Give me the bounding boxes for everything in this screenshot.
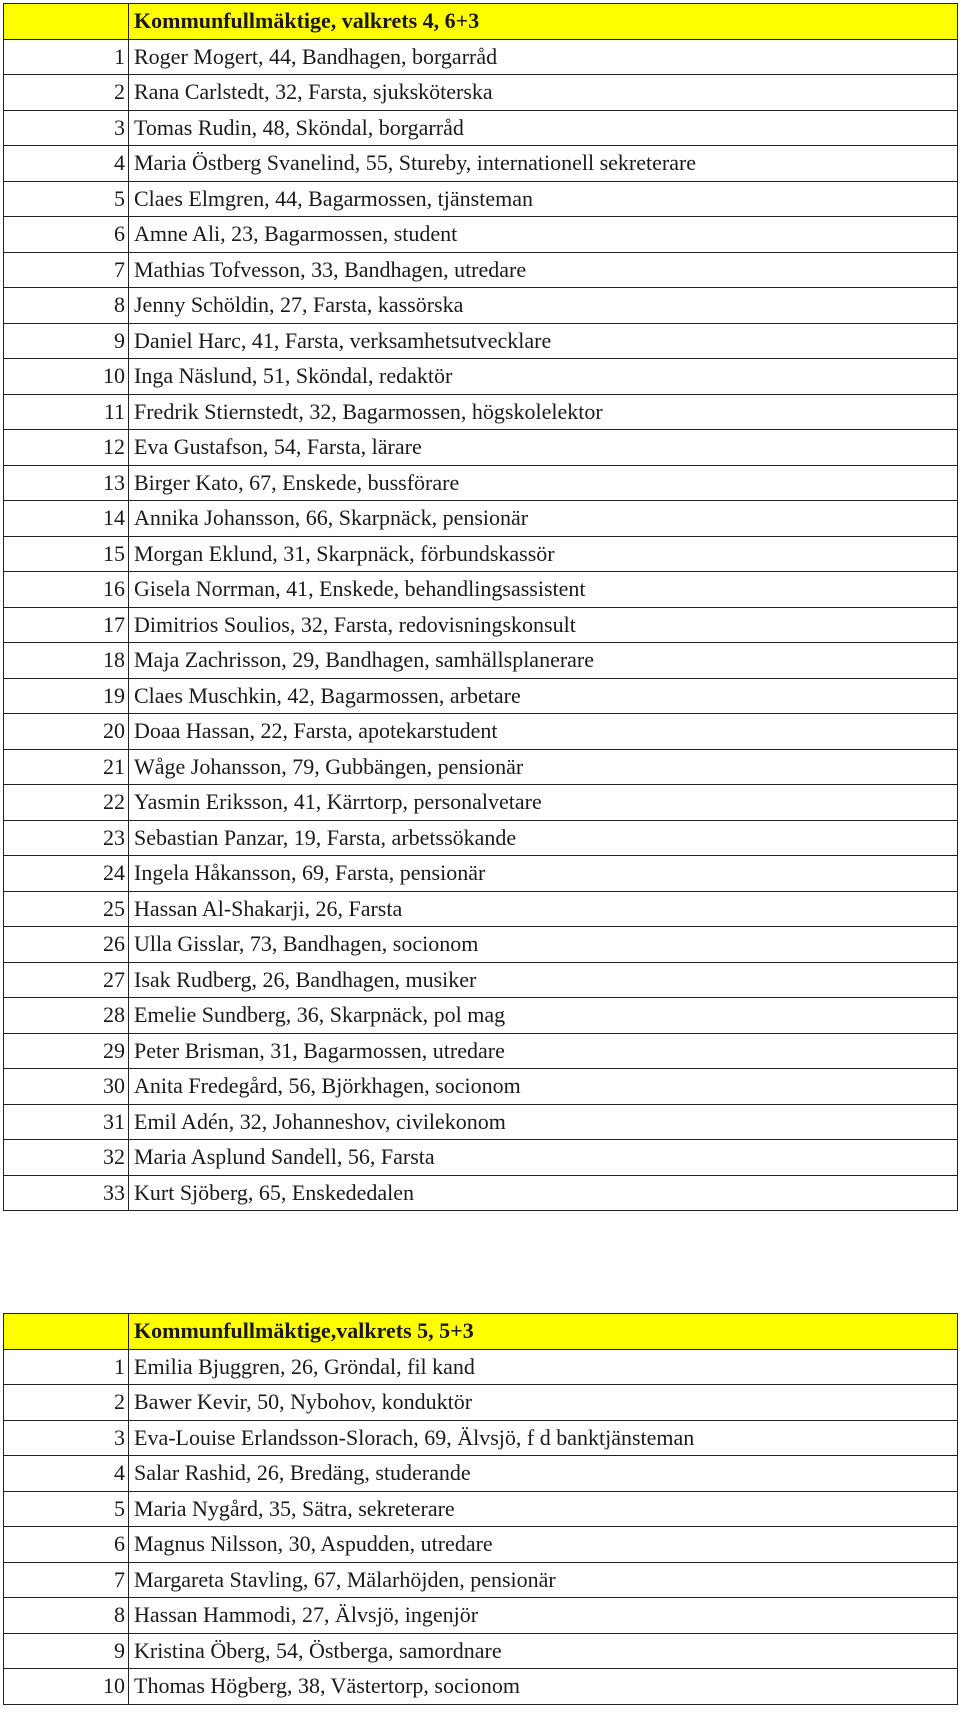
candidate-entry: Sebastian Panzar, 19, Farsta, arbetssökande (129, 820, 958, 856)
table-row (4, 146, 958, 182)
table-row (4, 714, 958, 750)
candidate-number: 3 (4, 1420, 129, 1456)
candidate-number: 4 (4, 146, 129, 182)
candidate-entry: Peter Brisman, 31, Bagarmossen, utredare (129, 1033, 958, 1069)
table-row (4, 678, 958, 714)
table-row (4, 1175, 958, 1211)
candidate-number: 8 (4, 288, 129, 324)
candidate-entry: Magnus Nilsson, 30, Aspudden, utredare (129, 1527, 958, 1563)
candidate-number: 19 (4, 678, 129, 714)
table-row (4, 536, 958, 572)
candidate-entry: Maria Nygård, 35, Sätra, sekreterare (129, 1491, 958, 1527)
candidate-number: 1 (4, 1349, 129, 1385)
candidate-entry: Anita Fredegård, 56, Björkhagen, socionom (129, 1069, 958, 1105)
section-header-row (4, 1314, 958, 1350)
candidate-entry: Ingela Håkansson, 69, Farsta, pensionär (129, 856, 958, 892)
table-row (4, 1104, 958, 1140)
candidate-entry: Emilia Bjuggren, 26, Gröndal, fil kand (129, 1349, 958, 1385)
candidate-entry: Thomas Högberg, 38, Västertorp, socionom (129, 1669, 958, 1705)
candidate-entry: Kristina Öberg, 54, Östberga, samordnare (129, 1633, 958, 1669)
candidate-entry: Maja Zachrisson, 29, Bandhagen, samhällsplanerare (129, 643, 958, 679)
candidate-entry: Claes Muschkin, 42, Bagarmossen, arbetare (129, 678, 958, 714)
section-header-row (4, 4, 958, 40)
candidate-number: 15 (4, 536, 129, 572)
candidate-entry: Salar Rashid, 26, Bredäng, studerande (129, 1456, 958, 1492)
candidate-number: 7 (4, 1562, 129, 1598)
table-row (4, 323, 958, 359)
candidate-entry: Mathias Tofvesson, 33, Bandhagen, utredare (129, 252, 958, 288)
candidate-list-valkrets-4 (3, 3, 958, 1211)
candidate-entry: Maria Asplund Sandell, 56, Farsta (129, 1140, 958, 1176)
candidate-entry: Amne Ali, 23, Bagarmossen, student (129, 217, 958, 253)
candidate-entry: Hassan Al-Shakarji, 26, Farsta (129, 891, 958, 927)
candidate-entry: Rana Carlstedt, 32, Farsta, sjuksköterska (129, 75, 958, 111)
candidate-entry: Morgan Eklund, 31, Skarpnäck, förbundskassör (129, 536, 958, 572)
header-empty-cell (4, 1314, 129, 1350)
candidate-number: 29 (4, 1033, 129, 1069)
table-row (4, 1033, 958, 1069)
candidate-number: 11 (4, 394, 129, 430)
candidate-number: 5 (4, 1491, 129, 1527)
candidate-number: 26 (4, 927, 129, 963)
table-row (4, 465, 958, 501)
candidate-number: 25 (4, 891, 129, 927)
candidate-number: 6 (4, 1527, 129, 1563)
table-row (4, 110, 958, 146)
candidate-entry: Fredrik Stiernstedt, 32, Bagarmossen, högskolelektor (129, 394, 958, 430)
candidate-number: 3 (4, 110, 129, 146)
table-row (4, 359, 958, 395)
candidate-number: 27 (4, 962, 129, 998)
candidate-entry: Doaa Hassan, 22, Farsta, apotekarstudent (129, 714, 958, 750)
candidate-number: 8 (4, 1598, 129, 1634)
candidate-number: 9 (4, 323, 129, 359)
candidate-entry: Annika Johansson, 66, Skarpnäck, pensionär (129, 501, 958, 537)
table-row (4, 288, 958, 324)
candidate-number: 23 (4, 820, 129, 856)
candidate-number: 32 (4, 1140, 129, 1176)
table-row (4, 891, 958, 927)
candidate-entry: Eva-Louise Erlandsson-Slorach, 69, Älvsjö, f d banktjänsteman (129, 1420, 958, 1456)
table-row (4, 962, 958, 998)
candidate-number: 20 (4, 714, 129, 750)
table-row (4, 607, 958, 643)
candidate-entry: Emil Adén, 32, Johanneshov, civilekonom (129, 1104, 958, 1140)
table-row (4, 572, 958, 608)
candidate-number: 28 (4, 998, 129, 1034)
section-title: Kommunfullmäktige, valkrets 4, 6+3 (129, 4, 958, 40)
table-row (4, 217, 958, 253)
candidate-number: 6 (4, 217, 129, 253)
candidate-number: 31 (4, 1104, 129, 1140)
table-row (4, 820, 958, 856)
table-row (4, 181, 958, 217)
candidate-number: 7 (4, 252, 129, 288)
table-row (4, 430, 958, 466)
candidate-number: 22 (4, 785, 129, 821)
candidate-entry: Birger Kato, 67, Enskede, bussförare (129, 465, 958, 501)
section-title: Kommunfullmäktige,valkrets 5, 5+3 (129, 1314, 958, 1350)
table-row (4, 1349, 958, 1385)
table-row (4, 1598, 958, 1634)
table-row (4, 856, 958, 892)
table-row (4, 749, 958, 785)
candidate-list-valkrets-5 (3, 1313, 958, 1705)
table-row (4, 1456, 958, 1492)
table-row (4, 501, 958, 537)
table-row (4, 1140, 958, 1176)
candidate-entry: Bawer Kevir, 50, Nybohov, konduktör (129, 1385, 958, 1421)
candidate-number: 9 (4, 1633, 129, 1669)
table-row (4, 1669, 958, 1705)
candidate-number: 21 (4, 749, 129, 785)
table-row (4, 75, 958, 111)
table-row (4, 1385, 958, 1421)
table-row (4, 1491, 958, 1527)
candidate-entry: Eva Gustafson, 54, Farsta, lärare (129, 430, 958, 466)
candidate-number: 2 (4, 75, 129, 111)
candidate-entry: Gisela Norrman, 41, Enskede, behandlingsassistent (129, 572, 958, 608)
candidate-number: 30 (4, 1069, 129, 1105)
candidate-entry: Wåge Johansson, 79, Gubbängen, pensionär (129, 749, 958, 785)
candidate-number: 14 (4, 501, 129, 537)
candidate-entry: Hassan Hammodi, 27, Älvsjö, ingenjör (129, 1598, 958, 1634)
candidate-number: 13 (4, 465, 129, 501)
candidate-number: 12 (4, 430, 129, 466)
candidate-entry: Claes Elmgren, 44, Bagarmossen, tjänsteman (129, 181, 958, 217)
candidate-entry: Dimitrios Soulios, 32, Farsta, redovisningskonsult (129, 607, 958, 643)
table-row (4, 785, 958, 821)
candidate-entry: Ulla Gisslar, 73, Bandhagen, socionom (129, 927, 958, 963)
candidate-number: 24 (4, 856, 129, 892)
candidate-number: 18 (4, 643, 129, 679)
candidate-number: 4 (4, 1456, 129, 1492)
candidate-number: 10 (4, 1669, 129, 1705)
candidate-entry: Kurt Sjöberg, 65, Enskededalen (129, 1175, 958, 1211)
table-row (4, 1633, 958, 1669)
table-row (4, 394, 958, 430)
candidate-entry: Tomas Rudin, 48, Sköndal, borgarråd (129, 110, 958, 146)
candidate-number: 1 (4, 39, 129, 75)
table-row (4, 643, 958, 679)
table-row (4, 1527, 958, 1563)
candidate-entry: Jenny Schöldin, 27, Farsta, kassörska (129, 288, 958, 324)
candidate-entry: Isak Rudberg, 26, Bandhagen, musiker (129, 962, 958, 998)
candidate-entry: Daniel Harc, 41, Farsta, verksamhetsutvecklare (129, 323, 958, 359)
candidate-number: 5 (4, 181, 129, 217)
candidate-number: 10 (4, 359, 129, 395)
table-row (4, 39, 958, 75)
candidate-entry: Emelie Sundberg, 36, Skarpnäck, pol mag (129, 998, 958, 1034)
candidate-number: 33 (4, 1175, 129, 1211)
header-empty-cell (4, 4, 129, 40)
table-row (4, 927, 958, 963)
table-row (4, 1562, 958, 1598)
table-row (4, 252, 958, 288)
candidate-entry: Yasmin Eriksson, 41, Kärrtorp, personalvetare (129, 785, 958, 821)
table-row (4, 1420, 958, 1456)
candidate-number: 2 (4, 1385, 129, 1421)
candidate-entry: Margareta Stavling, 67, Mälarhöjden, pensionär (129, 1562, 958, 1598)
candidate-number: 16 (4, 572, 129, 608)
candidate-entry: Roger Mogert, 44, Bandhagen, borgarråd (129, 39, 958, 75)
table-row (4, 1069, 958, 1105)
candidate-number: 17 (4, 607, 129, 643)
table-row (4, 998, 958, 1034)
candidate-entry: Maria Östberg Svanelind, 55, Stureby, internationell sekreterare (129, 146, 958, 182)
candidate-entry: Inga Näslund, 51, Sköndal, redaktör (129, 359, 958, 395)
